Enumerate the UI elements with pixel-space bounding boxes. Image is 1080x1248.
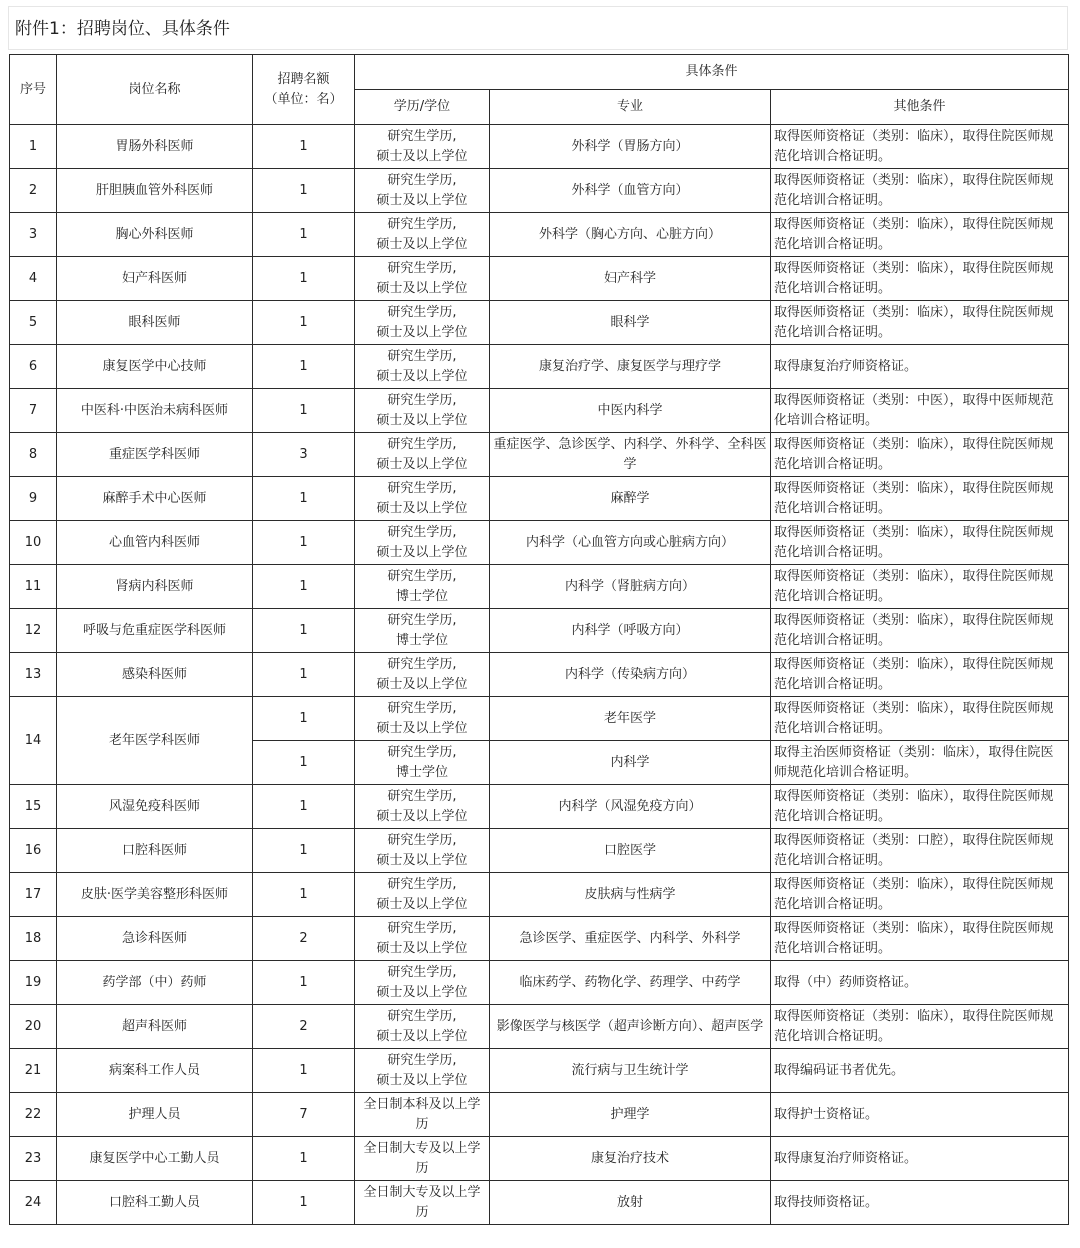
major-cell: 内科学（风湿免疫方向）	[490, 785, 771, 829]
education-line-1: 研究生学历,	[387, 172, 457, 188]
education-line-1: 研究生学历,	[387, 260, 457, 276]
quota-cell: 1	[253, 389, 355, 433]
other-cell: 取得医师资格证（类别：临床），取得住院医师规范化培训合格证明。	[771, 873, 1069, 917]
education-line-2: 硕士及以上学位	[376, 280, 468, 296]
header-quota-unit: （单位：名）	[264, 91, 343, 107]
education-line-1: 研究生学历,	[387, 1008, 457, 1024]
position-cell: 老年医学科医师	[57, 697, 253, 785]
quota-cell: 1	[253, 257, 355, 301]
major-cell: 护理学	[490, 1093, 771, 1137]
education-cell	[355, 697, 490, 741]
table-row	[10, 433, 1069, 477]
education-cell	[355, 1137, 490, 1181]
position-cell: 胸心外科医师	[57, 213, 253, 257]
education-line-2: 历	[415, 1204, 429, 1220]
education-line-2: 硕士及以上学位	[376, 1072, 468, 1088]
major-cell: 急诊医学、重症医学、内科学、外科学	[490, 917, 771, 961]
position-cell: 呼吸与危重症医学科医师	[57, 609, 253, 653]
seq-cell: 16	[10, 829, 57, 873]
education-cell	[355, 961, 490, 1005]
education-line-2: 硕士及以上学位	[376, 456, 468, 472]
education-line-1: 研究生学历,	[387, 656, 457, 672]
education-cell	[355, 741, 490, 785]
education-line-1: 研究生学历,	[387, 920, 457, 936]
position-cell: 眼科医师	[57, 301, 253, 345]
quota-cell: 1	[253, 565, 355, 609]
other-cell: 取得编码证书者优先。	[771, 1049, 1069, 1093]
other-cell: 取得康复治疗师资格证。	[771, 345, 1069, 389]
quota-cell: 1	[253, 125, 355, 169]
education-line-2: 硕士及以上学位	[376, 544, 468, 560]
position-cell: 肾病内科医师	[57, 565, 253, 609]
major-cell: 妇产科学	[490, 257, 771, 301]
major-cell: 眼科学	[490, 301, 771, 345]
header-quota	[253, 55, 355, 125]
other-cell: 取得医师资格证（类别：临床），取得住院医师规范化培训合格证明。	[771, 169, 1069, 213]
table-row	[10, 477, 1069, 521]
education-line-1: 研究生学历,	[387, 788, 457, 804]
education-line-1: 研究生学历,	[387, 876, 457, 892]
major-cell: 外科学（胸心方向、心脏方向）	[490, 213, 771, 257]
table-row	[10, 917, 1069, 961]
education-line-2: 硕士及以上学位	[376, 368, 468, 384]
quota-cell: 1	[253, 1137, 355, 1181]
education-cell	[355, 1049, 490, 1093]
table-row	[10, 785, 1069, 829]
position-cell: 康复医学中心技师	[57, 345, 253, 389]
education-line-2: 硕士及以上学位	[376, 412, 468, 428]
seq-cell: 5	[10, 301, 57, 345]
education-line-1: 研究生学历,	[387, 612, 457, 628]
quota-cell: 1	[253, 1181, 355, 1225]
education-cell	[355, 125, 490, 169]
education-line-1: 研究生学历,	[387, 436, 457, 452]
seq-cell: 24	[10, 1181, 57, 1225]
table-row	[10, 873, 1069, 917]
seq-cell: 12	[10, 609, 57, 653]
education-line-2: 博士学位	[395, 764, 448, 780]
header-seq: 序号	[10, 55, 57, 125]
major-cell: 内科学（呼吸方向）	[490, 609, 771, 653]
education-line-2: 硕士及以上学位	[376, 148, 468, 164]
header-position: 岗位名称	[57, 55, 253, 125]
quota-cell: 1	[253, 345, 355, 389]
quota-cell: 1	[253, 961, 355, 1005]
education-line-2: 硕士及以上学位	[376, 896, 468, 912]
major-cell: 康复治疗学、康复医学与理疗学	[490, 345, 771, 389]
education-cell	[355, 389, 490, 433]
other-cell: 取得医师资格证（类别：临床），取得住院医师规范化培训合格证明。	[771, 257, 1069, 301]
position-cell: 超声科医师	[57, 1005, 253, 1049]
education-line-2: 硕士及以上学位	[376, 940, 468, 956]
quota-cell: 1	[253, 741, 355, 785]
education-cell	[355, 301, 490, 345]
other-cell: 取得技师资格证。	[771, 1181, 1069, 1225]
seq-cell: 9	[10, 477, 57, 521]
education-cell	[355, 1005, 490, 1049]
seq-cell: 15	[10, 785, 57, 829]
education-cell	[355, 785, 490, 829]
education-cell	[355, 873, 490, 917]
major-cell: 内科学（心血管方向或心脏病方向）	[490, 521, 771, 565]
table-row	[10, 609, 1069, 653]
position-cell: 急诊科医师	[57, 917, 253, 961]
education-line-1: 研究生学历,	[387, 304, 457, 320]
education-line-1: 研究生学历,	[387, 392, 457, 408]
seq-cell: 23	[10, 1137, 57, 1181]
position-cell: 药学部（中）药师	[57, 961, 253, 1005]
other-cell: 取得医师资格证（类别：临床），取得住院医师规范化培训合格证明。	[771, 213, 1069, 257]
other-cell: 取得医师资格证（类别：临床），取得住院医师规范化培训合格证明。	[771, 609, 1069, 653]
education-line-2: 硕士及以上学位	[376, 984, 468, 1000]
other-cell: 取得医师资格证（类别：临床），取得住院医师规范化培训合格证明。	[771, 653, 1069, 697]
education-line-2: 博士学位	[395, 632, 448, 648]
education-line-1: 研究生学历,	[387, 216, 457, 232]
education-cell	[355, 169, 490, 213]
quota-cell: 1	[253, 829, 355, 873]
seq-cell: 13	[10, 653, 57, 697]
quota-cell: 1	[253, 1049, 355, 1093]
table-row	[10, 1049, 1069, 1093]
page-title: 附件1：招聘岗位、具体条件	[8, 6, 1068, 50]
quota-cell: 1	[253, 873, 355, 917]
education-line-2: 历	[415, 1116, 429, 1132]
seq-cell: 21	[10, 1049, 57, 1093]
major-cell: 流行病与卫生统计学	[490, 1049, 771, 1093]
education-line-1: 研究生学历,	[387, 1052, 457, 1068]
position-cell: 病案科工作人员	[57, 1049, 253, 1093]
table-row	[10, 213, 1069, 257]
education-line-1: 研究生学历,	[387, 524, 457, 540]
header-row	[10, 55, 1069, 90]
other-cell: 取得医师资格证（类别：临床），取得住院医师规范化培训合格证明。	[771, 125, 1069, 169]
education-cell	[355, 609, 490, 653]
education-line-2: 硕士及以上学位	[376, 1028, 468, 1044]
table-row	[10, 301, 1069, 345]
major-cell: 中医内科学	[490, 389, 771, 433]
position-cell: 麻醉手术中心医师	[57, 477, 253, 521]
seq-cell: 14	[10, 697, 57, 785]
major-cell: 康复治疗技术	[490, 1137, 771, 1181]
table-row	[10, 389, 1069, 433]
education-line-1: 全日制大专及以上学	[363, 1140, 481, 1156]
quota-cell: 1	[253, 521, 355, 565]
header-quota-label: 招聘名额	[277, 71, 330, 87]
education-line-2: 硕士及以上学位	[376, 236, 468, 252]
education-cell	[355, 1181, 490, 1225]
table-row	[10, 345, 1069, 389]
seq-cell: 8	[10, 433, 57, 477]
education-line-2: 硕士及以上学位	[376, 676, 468, 692]
education-line-1: 研究生学历,	[387, 700, 457, 716]
major-cell: 老年医学	[490, 697, 771, 741]
major-cell: 内科学（传染病方向）	[490, 653, 771, 697]
other-cell: 取得医师资格证（类别：口腔），取得住院医师规范化培训合格证明。	[771, 829, 1069, 873]
education-line-2: 博士学位	[395, 588, 448, 604]
education-cell	[355, 565, 490, 609]
quota-cell: 1	[253, 697, 355, 741]
other-cell: 取得医师资格证（类别：临床），取得住院医师规范化培训合格证明。	[771, 785, 1069, 829]
quota-cell: 7	[253, 1093, 355, 1137]
seq-cell: 18	[10, 917, 57, 961]
seq-cell: 10	[10, 521, 57, 565]
education-cell	[355, 213, 490, 257]
education-line-1: 研究生学历,	[387, 832, 457, 848]
major-cell: 影像医学与核医学（超声诊断方向）、超声医学	[490, 1005, 771, 1049]
education-line-1: 全日制大专及以上学	[363, 1184, 481, 1200]
major-cell: 外科学（胃肠方向）	[490, 125, 771, 169]
quota-cell: 1	[253, 477, 355, 521]
table-row	[10, 521, 1069, 565]
education-line-2: 硕士及以上学位	[376, 808, 468, 824]
major-cell: 麻醉学	[490, 477, 771, 521]
major-cell: 重症医学、急诊医学、内科学、外科学、全科医学	[490, 433, 771, 477]
seq-cell: 19	[10, 961, 57, 1005]
education-line-1: 研究生学历,	[387, 480, 457, 496]
other-cell: 取得医师资格证（类别：临床），取得住院医师规范化培训合格证明。	[771, 917, 1069, 961]
education-line-1: 研究生学历,	[387, 348, 457, 364]
position-cell: 皮肤·医学美容整形科医师	[57, 873, 253, 917]
header-education: 学历/学位	[355, 90, 490, 125]
other-cell: 取得医师资格证（类别：临床），取得住院医师规范化培训合格证明。	[771, 1005, 1069, 1049]
seq-cell: 22	[10, 1093, 57, 1137]
table-row	[10, 125, 1069, 169]
other-cell: 取得医师资格证（类别：临床），取得住院医师规范化培训合格证明。	[771, 433, 1069, 477]
seq-cell: 7	[10, 389, 57, 433]
seq-cell: 6	[10, 345, 57, 389]
table-row	[10, 169, 1069, 213]
table-row	[10, 829, 1069, 873]
quota-cell: 1	[253, 213, 355, 257]
other-cell: 取得护士资格证。	[771, 1093, 1069, 1137]
seq-cell: 2	[10, 169, 57, 213]
education-cell	[355, 653, 490, 697]
quota-cell: 3	[253, 433, 355, 477]
education-cell	[355, 433, 490, 477]
other-cell: 取得医师资格证（类别：中医），取得中医师规范化培训合格证明。	[771, 389, 1069, 433]
quota-cell: 1	[253, 785, 355, 829]
seq-cell: 11	[10, 565, 57, 609]
major-cell: 内科学（肾脏病方向）	[490, 565, 771, 609]
position-cell: 肝胆胰血管外科医师	[57, 169, 253, 213]
position-cell: 心血管内科医师	[57, 521, 253, 565]
education-cell	[355, 345, 490, 389]
position-cell: 康复医学中心工勤人员	[57, 1137, 253, 1181]
position-cell: 护理人员	[57, 1093, 253, 1137]
position-cell: 重症医学科医师	[57, 433, 253, 477]
education-line-1: 研究生学历,	[387, 128, 457, 144]
table-row	[10, 961, 1069, 1005]
table-row	[10, 653, 1069, 697]
education-line-2: 历	[415, 1160, 429, 1176]
other-cell: 取得医师资格证（类别：临床），取得住院医师规范化培训合格证明。	[771, 565, 1069, 609]
seq-cell: 17	[10, 873, 57, 917]
education-line-2: 硕士及以上学位	[376, 852, 468, 868]
education-line-2: 硕士及以上学位	[376, 500, 468, 516]
education-line-2: 硕士及以上学位	[376, 720, 468, 736]
education-line-1: 全日制本科及以上学	[363, 1096, 481, 1112]
other-cell: 取得医师资格证（类别：临床），取得住院医师规范化培训合格证明。	[771, 697, 1069, 741]
education-line-1: 研究生学历,	[387, 744, 457, 760]
seq-cell: 4	[10, 257, 57, 301]
education-cell	[355, 521, 490, 565]
major-cell: 放射	[490, 1181, 771, 1225]
seq-cell: 3	[10, 213, 57, 257]
table-row	[10, 1137, 1069, 1181]
quota-cell: 1	[253, 653, 355, 697]
major-cell: 皮肤病与性病学	[490, 873, 771, 917]
major-cell: 临床药学、药物化学、药理学、中药学	[490, 961, 771, 1005]
header-conditions: 具体条件	[355, 55, 1069, 90]
education-cell	[355, 829, 490, 873]
other-cell: 取得医师资格证（类别：临床），取得住院医师规范化培训合格证明。	[771, 521, 1069, 565]
other-cell: 取得主治医师资格证（类别：临床），取得住院医师规范化培训合格证明。	[771, 741, 1069, 785]
major-cell: 内科学	[490, 741, 771, 785]
header-major: 专业	[490, 90, 771, 125]
major-cell: 口腔医学	[490, 829, 771, 873]
other-cell: 取得（中）药师资格证。	[771, 961, 1069, 1005]
quota-cell: 1	[253, 301, 355, 345]
education-line-2: 硕士及以上学位	[376, 192, 468, 208]
other-cell: 取得医师资格证（类别：临床），取得住院医师规范化培训合格证明。	[771, 301, 1069, 345]
education-line-1: 研究生学历,	[387, 964, 457, 980]
position-cell: 风湿免疫科医师	[57, 785, 253, 829]
table-row	[10, 1005, 1069, 1049]
education-cell	[355, 917, 490, 961]
position-cell: 妇产科医师	[57, 257, 253, 301]
table-row	[10, 257, 1069, 301]
seq-cell: 20	[10, 1005, 57, 1049]
table-row	[10, 565, 1069, 609]
position-cell: 口腔科工勤人员	[57, 1181, 253, 1225]
education-line-1: 研究生学历,	[387, 568, 457, 584]
position-cell: 胃肠外科医师	[57, 125, 253, 169]
other-cell: 取得康复治疗师资格证。	[771, 1137, 1069, 1181]
table-row	[10, 1181, 1069, 1225]
quota-cell: 1	[253, 609, 355, 653]
seq-cell: 1	[10, 125, 57, 169]
education-cell	[355, 257, 490, 301]
education-cell	[355, 1093, 490, 1137]
education-cell	[355, 477, 490, 521]
quota-cell: 1	[253, 169, 355, 213]
table-row	[10, 1093, 1069, 1137]
recruitment-table	[9, 54, 1069, 1225]
major-cell: 外科学（血管方向）	[490, 169, 771, 213]
quota-cell: 2	[253, 917, 355, 961]
position-cell: 感染科医师	[57, 653, 253, 697]
header-other: 其他条件	[771, 90, 1069, 125]
position-cell: 中医科·中医治未病科医师	[57, 389, 253, 433]
quota-cell: 2	[253, 1005, 355, 1049]
position-cell: 口腔科医师	[57, 829, 253, 873]
education-line-2: 硕士及以上学位	[376, 324, 468, 340]
other-cell: 取得医师资格证（类别：临床），取得住院医师规范化培训合格证明。	[771, 477, 1069, 521]
table-row	[10, 697, 1069, 741]
